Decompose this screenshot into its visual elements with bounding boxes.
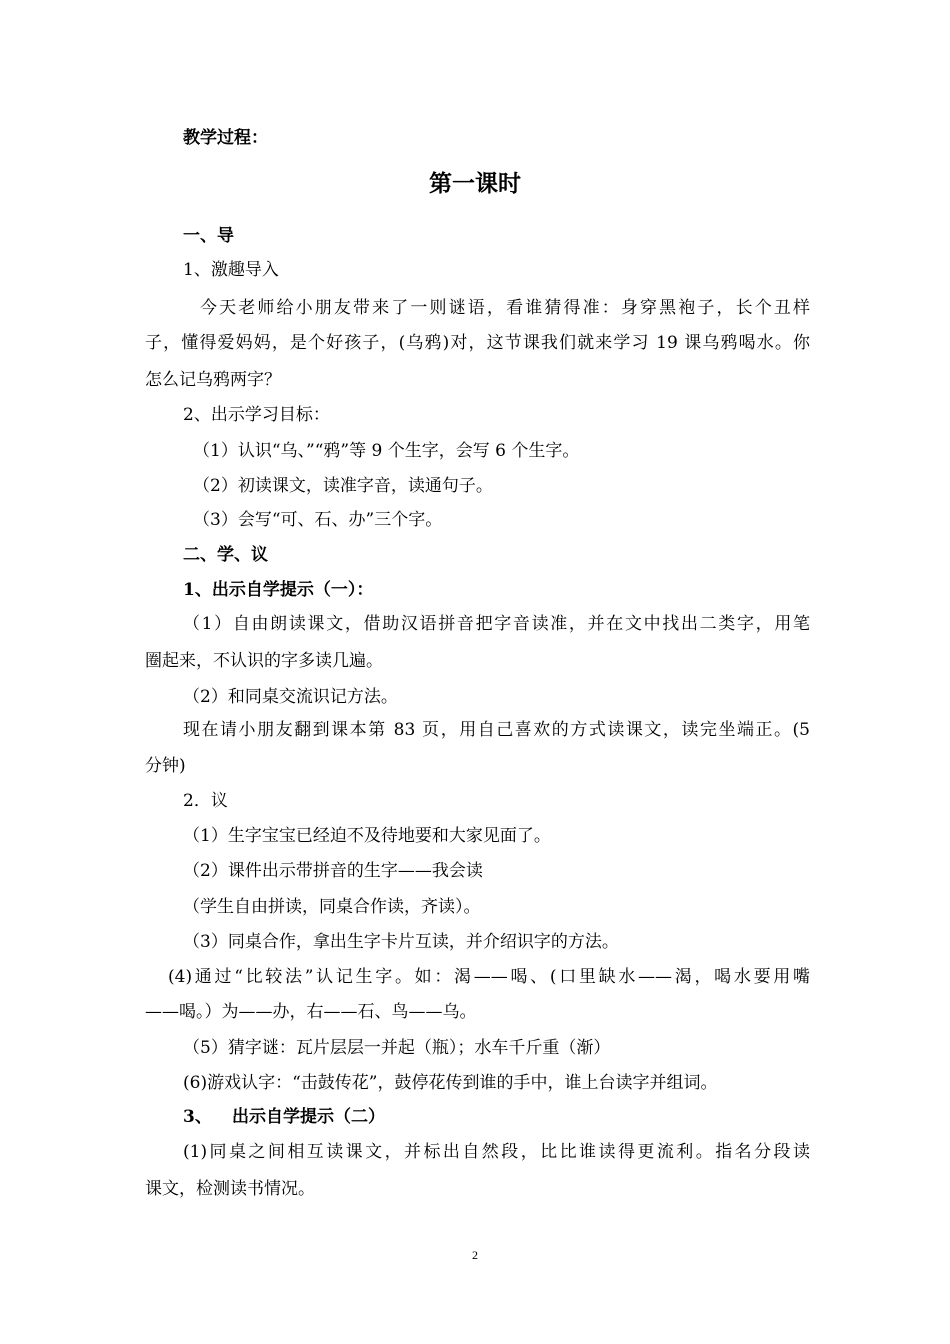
goal-item: （3）会写“可、石、办”三个字。 (193, 510, 443, 530)
tip-item-line: （1）自由朗读课文，借助汉语拼音把字音读准，并在文中找出二类字，用笔 (183, 614, 810, 634)
item-label-intro: 1、激趣导入 (183, 260, 279, 280)
page-number: 2 (472, 1248, 478, 1262)
item-label-goals: 2、出示学习目标： (183, 405, 330, 425)
tip-item: （2）和同桌交流识记方法。 (183, 687, 398, 707)
section-heading-guide: 一、导 (183, 226, 234, 246)
discuss-item: （1）生字宝宝已经迫不及待地要和大家见面了。 (183, 826, 551, 846)
riddle-paragraph-line: 怎么记乌鸦两字？ (145, 370, 281, 390)
instruction-line: 现在请小朋友翻到课本第 83 页，用自己喜欢的方式读课文，读完坐端正。(5 (183, 720, 810, 740)
compare-method-line: ——喝。）为——办，右——石、鸟——乌。 (145, 1002, 477, 1022)
compare-method-line: (4)通过“比较法”认记生字。如：渴——喝、(口里缺水——渴，喝水要用嘴 (168, 967, 810, 987)
discuss-item: （2）课件出示带拼音的生字——我会读 (183, 861, 483, 881)
teaching-process-label: 教学过程： (183, 128, 268, 148)
discuss-item: （3）同桌合作，拿出生字卡片互读，并介绍识字的方法。 (183, 932, 619, 952)
self-study-tip-heading: 1、出示自学提示（一）： (183, 580, 374, 600)
self-study-tip-heading: 出示自学提示（二） (232, 1107, 385, 1127)
instruction-line: 分钟) (145, 756, 186, 776)
discuss-item: （学生自由拼读，同桌合作读，齐读）。 (183, 897, 481, 917)
goal-item: （2）初读课文，读准字音，读通句子。 (193, 476, 493, 496)
tip-item-line: 圈起来，不认识的字多读几遍。 (145, 651, 383, 671)
self-study-tip-number: 3、 (183, 1107, 212, 1127)
riddle-item: （5）猜字谜：瓦片层层一并起（瓶）；水车千斤重（渐） (183, 1038, 611, 1058)
tip-item-line: (1)同桌之间相互读课文，并标出自然段，比比谁读得更流利。指名分段读 (183, 1142, 810, 1162)
tip-item-line: 课文，检测读书情况。 (145, 1179, 315, 1199)
lesson-title: 第一课时 (429, 170, 521, 197)
discuss-label: 2．议 (183, 791, 228, 811)
section-heading-study: 二、学、议 (183, 545, 268, 565)
riddle-paragraph-line: 今天老师给小朋友带来了一则谜语，看谁猜得准：身穿黑袍子，长个丑样 (200, 298, 810, 318)
riddle-paragraph-line: 子，懂得爱妈妈，是个好孩子，(乌鸦)对，这节课我们就来学习 19 课乌鸦喝水。你 (145, 333, 810, 353)
goal-item: （1）认识“乌、”“鸦”等 9 个生字，会写 6 个生字。 (193, 441, 580, 461)
game-item: (6)游戏认字：“击鼓传花”，鼓停花传到谁的手中，谁上台读字并组词。 (183, 1073, 718, 1093)
